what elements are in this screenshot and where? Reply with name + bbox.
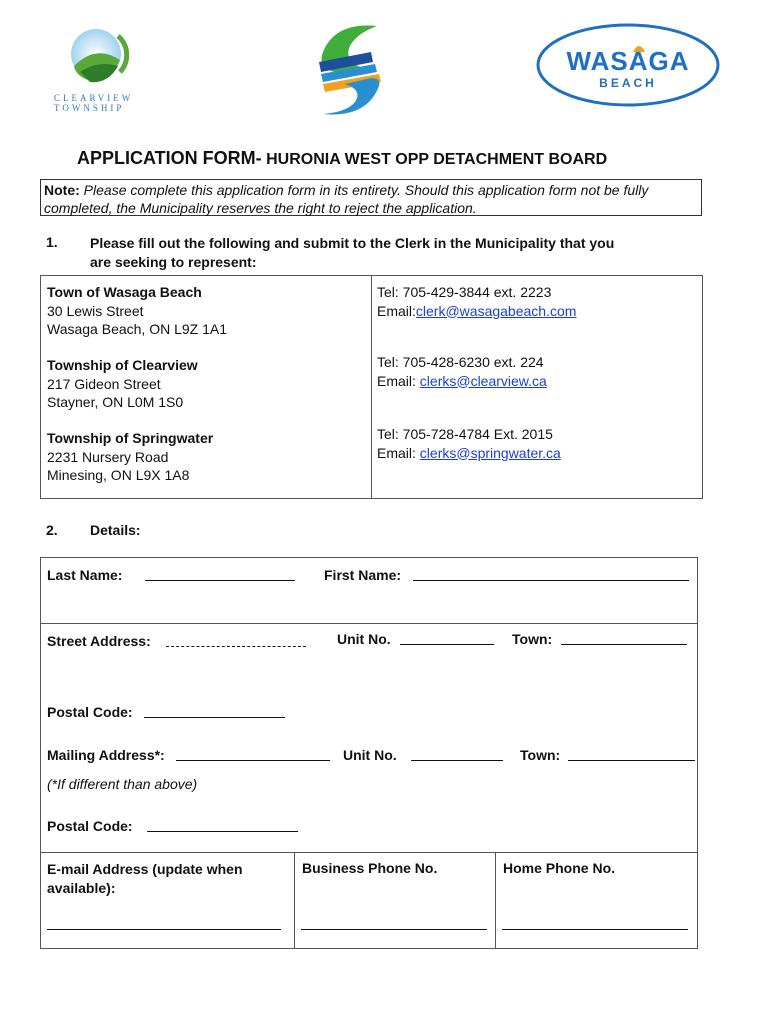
- business-phone-label: Business Phone No.: [302, 860, 438, 876]
- unit-no-label: Unit No.: [337, 631, 391, 647]
- municipality-wasaga: [47, 283, 227, 339]
- business-phone-field[interactable]: [301, 929, 487, 930]
- email-address-field[interactable]: [47, 929, 281, 930]
- email-address-label: [47, 860, 243, 897]
- mailing-postal-field[interactable]: [147, 831, 298, 832]
- clearview-logo: [52, 26, 142, 114]
- last-name-field[interactable]: [145, 580, 295, 581]
- mailing-unit-label: Unit No.: [343, 747, 397, 763]
- municipality-springwater: [47, 429, 213, 485]
- mailing-address-label: Mailing Address*:: [47, 747, 165, 763]
- municipality-address-2: Stayner, ON L0M 1S0: [47, 394, 184, 410]
- municipality-address-1: 30 Lewis Street: [47, 302, 144, 319]
- mailing-unit-field[interactable]: [411, 760, 503, 761]
- beach-logo-text: BEACH: [599, 76, 657, 90]
- mailing-town-label: Town:: [520, 747, 561, 763]
- municipality-tel: Tel: 705-429-3844 ext. 2223: [377, 284, 552, 300]
- municipality-email-link[interactable]: clerks@clearview.ca: [419, 372, 547, 389]
- postal-code-field[interactable]: [144, 717, 285, 718]
- first-name-field[interactable]: [413, 580, 689, 581]
- municipality-address-1: 217 Gideon Street: [47, 375, 161, 392]
- section-2-heading: Details:: [90, 522, 141, 538]
- title-main: APPLICATION FORM-: [77, 148, 262, 168]
- municipality-name: Township of Springwater: [47, 430, 214, 446]
- municipality-springwater-contact: [377, 425, 561, 462]
- huronia-s-logo-icon: [305, 22, 395, 118]
- note-label: Note:: [44, 182, 80, 198]
- clearview-logo-text-1: CLEARVIEW: [54, 93, 134, 103]
- details-row-divider-2: [40, 852, 698, 853]
- municipality-email-label: Email:: [377, 302, 416, 319]
- wasaga-logo-text: WASAGA: [566, 46, 690, 76]
- page-title: [77, 148, 607, 169]
- note-box: [40, 179, 702, 216]
- town-field[interactable]: [561, 644, 687, 645]
- municipality-email-link[interactable]: clerk@wasagabeach.com: [415, 302, 577, 319]
- section-1-instruction-line2: are seeking to represent:: [90, 254, 257, 270]
- municipality-tel: Tel: 705-428-6230 ext. 224: [377, 354, 544, 370]
- municipality-address-1: 2231 Nursery Road: [47, 448, 169, 465]
- clearview-logo-text-2: TOWNSHIP: [54, 103, 125, 113]
- note-text: [41, 180, 701, 218]
- mailing-town-field[interactable]: [568, 760, 695, 761]
- municipality-clearview-contact: [377, 353, 547, 390]
- wasaga-beach-logo: [535, 22, 721, 108]
- clearview-logo-icon: [52, 26, 142, 88]
- unit-no-field[interactable]: [400, 644, 494, 645]
- section-1-number: 1.: [46, 234, 58, 250]
- last-name-label: Last Name:: [47, 567, 123, 583]
- municipality-table-divider: [371, 276, 372, 498]
- section-1-instruction-line1: Please fill out the following and submit to the Clerk in the Municipality that you: [90, 235, 615, 251]
- municipality-address-2: Minesing, ON L9X 1A8: [47, 467, 190, 483]
- municipality-email-link[interactable]: clerks@springwater.ca: [419, 444, 561, 461]
- mailing-address-field[interactable]: [176, 760, 330, 761]
- municipality-name: Township of Clearview: [47, 357, 198, 373]
- home-phone-field[interactable]: [502, 929, 688, 930]
- municipality-address-2: Wasaga Beach, ON L9Z 1A1: [47, 321, 228, 337]
- home-phone-label: Home Phone No.: [503, 860, 616, 876]
- first-name-label: First Name:: [324, 567, 402, 583]
- street-address-label: Street Address:: [47, 633, 151, 649]
- section-2-number: 2.: [46, 522, 58, 538]
- email-address-label-line2: available):: [47, 879, 116, 896]
- mailing-note: (*If different than above): [47, 776, 198, 792]
- note-body: Please complete this application form in its entirety. Should this application form not be fully completed, the Municipality reserves the right to reject the application.: [44, 182, 649, 216]
- municipality-clearview: [47, 356, 198, 412]
- street-address-field[interactable]: [166, 646, 306, 647]
- town-label: Town:: [512, 631, 553, 647]
- huronia-logo: [305, 22, 395, 118]
- email-address-label-line1: E-mail Address (update when: [47, 861, 243, 877]
- municipality-email-label: Email:: [377, 444, 420, 461]
- municipality-tel: Tel: 705-728-4784 Ext. 2015: [377, 426, 553, 442]
- details-col-divider-2: [495, 852, 496, 948]
- title-sub: HURONIA WEST OPP DETACHMENT BOARD: [261, 151, 608, 168]
- municipality-email-label: Email:: [377, 372, 420, 389]
- section-1-instruction: [90, 234, 614, 272]
- details-row-divider: [40, 623, 698, 624]
- mailing-postal-label: Postal Code:: [47, 818, 133, 834]
- postal-code-label: Postal Code:: [47, 704, 133, 720]
- details-col-divider-1: [294, 852, 295, 948]
- municipality-name: Town of Wasaga Beach: [47, 284, 202, 300]
- municipality-wasaga-contact: [377, 283, 576, 320]
